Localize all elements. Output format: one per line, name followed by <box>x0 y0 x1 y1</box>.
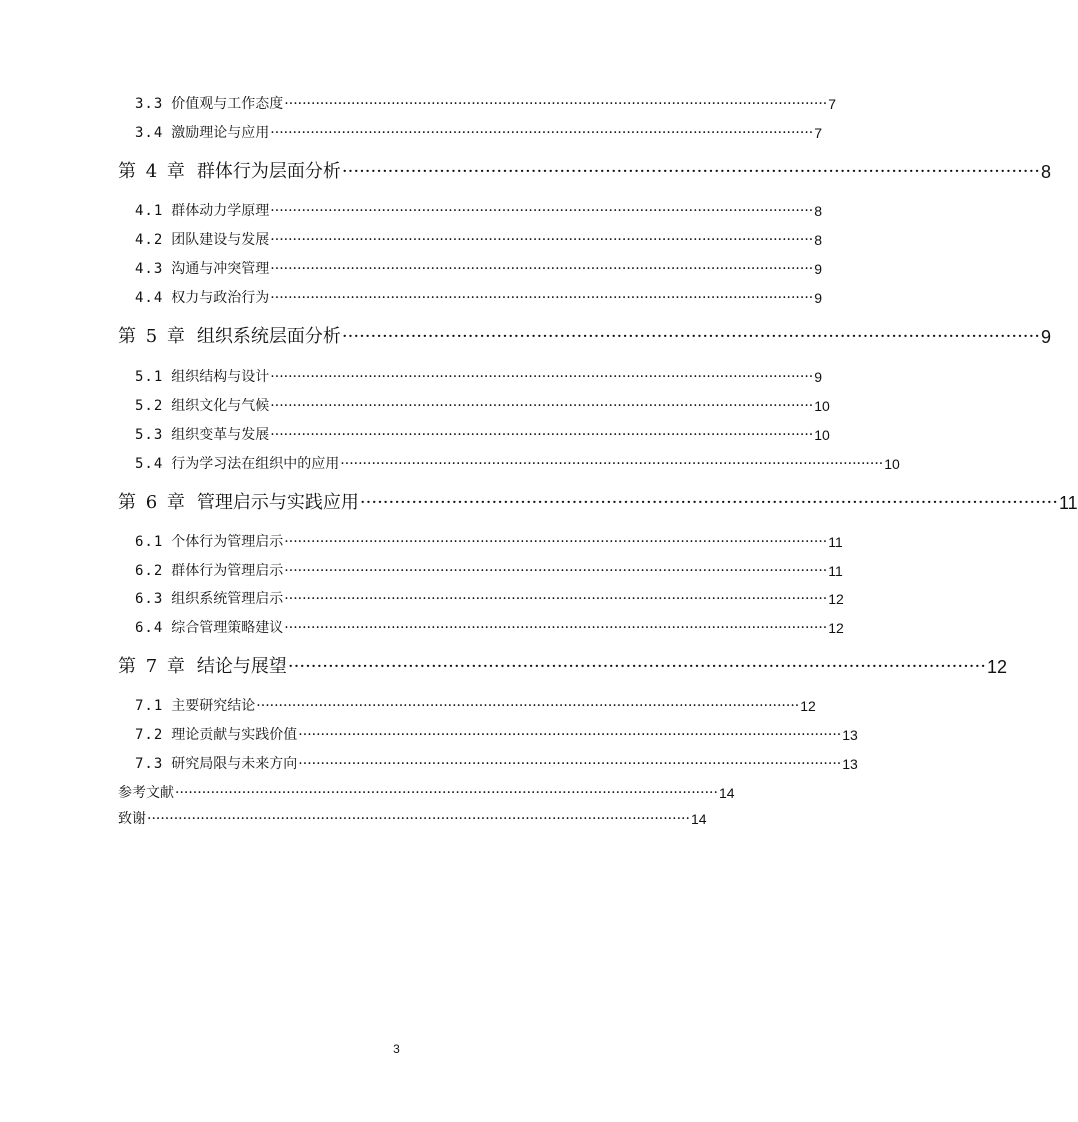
toc-entry-references[interactable] <box>118 785 735 801</box>
toc-entry-label: 参考文献 <box>118 785 174 801</box>
dot-leader: ·························································································································· <box>287 656 986 677</box>
toc-entry-5-1[interactable] <box>135 369 823 385</box>
dot-leader: ·························································································································· <box>270 125 814 141</box>
toc-chapter-label: 第 5 章 组织系统层面分析 <box>118 326 341 347</box>
toc-page-number: 9 <box>1040 327 1051 347</box>
toc-entry-4-4[interactable] <box>135 290 823 306</box>
toc-page-number: 8 <box>1040 162 1051 182</box>
toc-entry-5-3[interactable] <box>135 427 830 443</box>
dot-leader: ·························································································································· <box>298 727 842 743</box>
toc-entry-6-1[interactable] <box>135 534 843 550</box>
toc-entry-label: 5.1 组织结构与设计 <box>135 369 270 385</box>
toc-entry-5-4[interactable] <box>135 456 900 472</box>
toc-entry-label: 4.4 权力与政治行为 <box>135 290 270 306</box>
dot-leader: ·························································································································· <box>284 96 828 112</box>
toc-page-number: 12 <box>800 698 816 714</box>
dot-leader: ·························································································································· <box>270 398 814 414</box>
toc-entry-label: 6.4 综合管理策略建议 <box>135 620 284 636</box>
dot-leader: ·························································································································· <box>284 591 828 607</box>
toc-page-number: 14 <box>690 811 707 827</box>
toc-entry-label: 5.2 组织文化与气候 <box>135 398 270 414</box>
toc-entry-7-3[interactable] <box>135 756 858 772</box>
toc-entry-3-4[interactable] <box>135 125 823 141</box>
toc-chapter-7[interactable] <box>118 656 1007 677</box>
dot-leader: ·························································································································· <box>341 161 1040 182</box>
toc-entry-label: 6.2 群体行为管理启示 <box>135 563 284 579</box>
dot-leader: ·························································································································· <box>256 698 800 714</box>
dot-leader: ·························································································································· <box>359 492 1058 513</box>
toc-entry-label: 4.2 团队建设与发展 <box>135 232 270 248</box>
toc-page-number: 9 <box>814 261 823 277</box>
toc-page-number: 7 <box>828 96 837 112</box>
toc-page-number: 8 <box>814 232 823 248</box>
toc-page-number: 14 <box>718 785 735 801</box>
toc-page-number: 13 <box>842 727 858 743</box>
toc-entry-label: 4.1 群体动力学原理 <box>135 203 270 219</box>
toc-page-number: 12 <box>828 620 844 636</box>
toc-page-number: 10 <box>814 398 830 414</box>
toc-entry-4-2[interactable] <box>135 232 823 248</box>
toc-chapter-5[interactable] <box>118 326 1051 347</box>
toc-page-number: 13 <box>842 756 858 772</box>
toc-entry-label: 3.3 价值观与工作态度 <box>135 96 284 112</box>
toc-chapter-label: 第 7 章 结论与展望 <box>118 656 287 677</box>
dot-leader: ·························································································································· <box>270 203 814 219</box>
dot-leader: ·························································································································· <box>270 427 814 443</box>
toc-entry-4-1[interactable] <box>135 203 823 219</box>
toc-entry-label: 7.1 主要研究结论 <box>135 698 256 714</box>
dot-leader: ·························································································································· <box>270 232 814 248</box>
dot-leader: ·························································································································· <box>284 620 828 636</box>
toc-chapter-label: 第 4 章 群体行为层面分析 <box>118 161 341 182</box>
toc-entry-7-1[interactable] <box>135 698 816 714</box>
dot-leader: ·························································································································· <box>340 456 884 472</box>
toc-entry-7-2[interactable] <box>135 727 858 743</box>
toc-chapter-4[interactable] <box>118 161 1051 182</box>
toc-entry-label: 5.3 组织变革与发展 <box>135 427 270 443</box>
dot-leader: ·························································································································· <box>298 756 842 772</box>
toc-entry-label: 6.1 个体行为管理启示 <box>135 534 284 550</box>
dot-leader: ·························································································································· <box>147 811 690 827</box>
toc-entry-label: 3.4 激励理论与应用 <box>135 125 270 141</box>
page-number: 3 <box>393 1042 400 1056</box>
toc-entry-label: 4.3 沟通与冲突管理 <box>135 261 270 277</box>
dot-leader: ·························································································································· <box>270 369 814 385</box>
toc-entry-6-3[interactable] <box>135 591 844 607</box>
toc-page-number: 11 <box>828 534 843 550</box>
dot-leader: ·························································································································· <box>341 326 1040 347</box>
toc-entry-3-3[interactable] <box>135 96 837 112</box>
dot-leader: ·························································································································· <box>175 785 718 801</box>
dot-leader: ·························································································································· <box>284 563 828 579</box>
toc-page-number: 11 <box>1058 493 1078 513</box>
toc-entry-6-4[interactable] <box>135 620 844 636</box>
toc-entry-label: 6.3 组织系统管理启示 <box>135 591 284 607</box>
toc-page-number: 9 <box>814 290 823 306</box>
toc-page-number: 8 <box>814 203 823 219</box>
toc-entry-6-2[interactable] <box>135 563 843 579</box>
toc-entry-label: 致谢 <box>118 811 146 827</box>
toc-chapter-6[interactable] <box>118 492 1078 513</box>
toc-entry-4-3[interactable] <box>135 261 823 277</box>
toc-entry-label: 7.3 研究局限与未来方向 <box>135 756 298 772</box>
dot-leader: ·························································································································· <box>270 261 814 277</box>
toc-page-number: 7 <box>814 125 823 141</box>
toc-entry-acknowledgements[interactable] <box>118 811 707 827</box>
toc-page-number: 12 <box>986 657 1007 677</box>
toc-entry-label: 7.2 理论贡献与实践价值 <box>135 727 298 743</box>
toc-chapter-label: 第 6 章 管理启示与实践应用 <box>118 492 359 513</box>
toc-page-number: 10 <box>884 456 900 472</box>
toc-page-number: 9 <box>814 369 823 385</box>
toc-page-number: 12 <box>828 591 844 607</box>
toc-entry-label: 5.4 行为学习法在组织中的应用 <box>135 456 340 472</box>
dot-leader: ·························································································································· <box>270 290 814 306</box>
toc-page-number: 10 <box>814 427 830 443</box>
dot-leader: ·························································································································· <box>284 534 828 550</box>
toc-page-number: 11 <box>828 563 843 579</box>
toc-entry-5-2[interactable] <box>135 398 830 414</box>
